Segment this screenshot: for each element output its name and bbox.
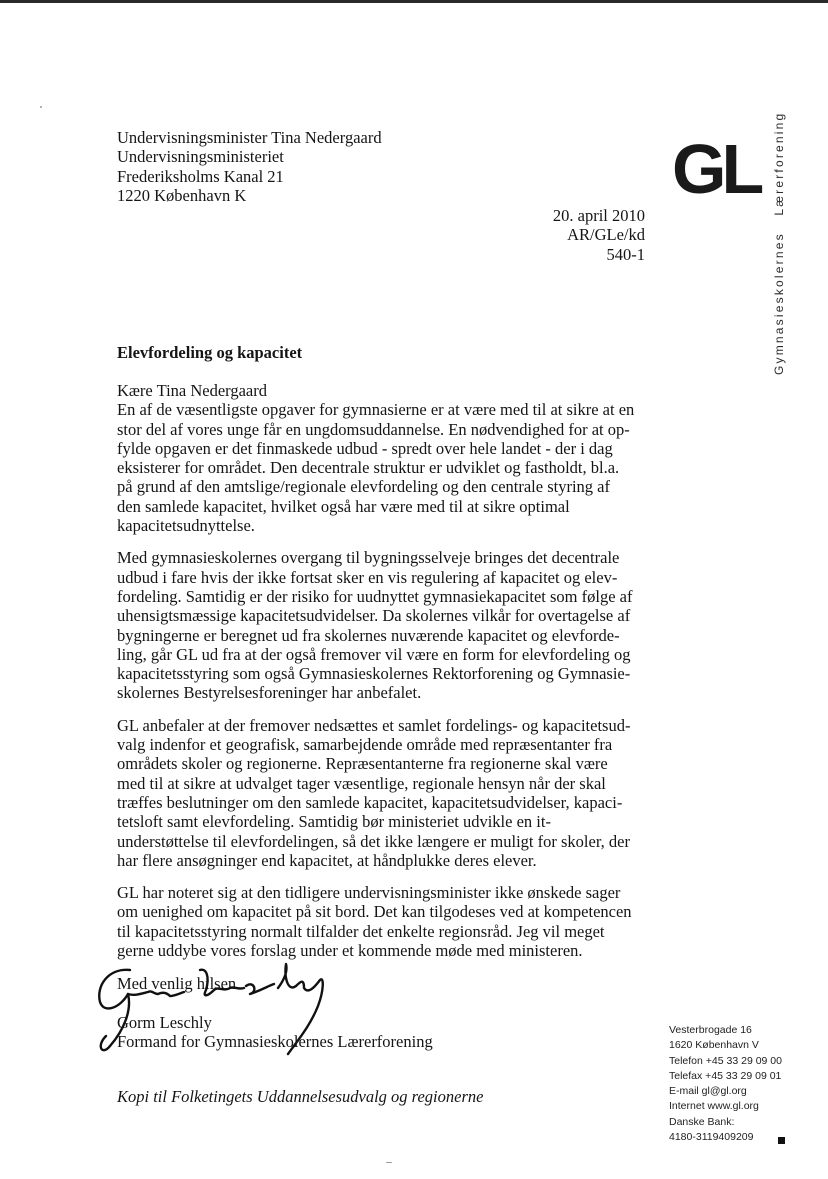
address-line: Telefon +45 33 29 09 00 — [669, 1054, 782, 1067]
recipient-line: Undervisningsministeriet — [117, 147, 284, 167]
recipient-line: Undervisningsminister Tina Nedergaard — [117, 128, 382, 147]
paragraph-line: En af de væsentligste opgaver for gymnasierne er at være med til at sikre at en — [117, 400, 635, 420]
org-name-part2: Lærerforening — [772, 111, 786, 216]
paragraph-line: har flere ansøgninger end kapacitet, at håndplukke deres elever. — [117, 850, 537, 870]
paragraph — [117, 716, 657, 870]
square-bullet — [778, 1137, 785, 1144]
address-line: Danske Bank: — [669, 1115, 735, 1128]
paragraph-line: med til at sikre at udvalget tager væsentlige, regionale hensyn når der skal — [117, 773, 606, 793]
address-line: Telefax +45 33 29 09 01 — [669, 1069, 782, 1082]
address-block — [669, 1023, 782, 1145]
paragraph-line: understøttelse til elevfordelingen, så det ikke længere er muligt for skoler, der — [117, 831, 630, 851]
paragraph-line: fordeling. Samtidig er der risiko for uudnyttet gymnasiekapacitet som følge af — [117, 586, 633, 606]
letter-reference: AR/GLe/kd — [567, 225, 645, 245]
paragraph-line: områdets skoler og regionerne. Repræsentanterne fra regionerne skal være — [117, 754, 608, 774]
signer-title: Formand for Gymnasieskolernes Lærerforening — [117, 1032, 433, 1052]
paragraph-line: på grund af den amtslige/regionale elevfordeling og den centrale styring af — [117, 477, 610, 497]
paragraph-line: ling, går GL ud fra at der også fremover vil være en form for elevfordeling og — [117, 644, 631, 664]
paragraph-line: udbud i fare hvis der ikke fortsat sker en vis regulering af kapacitet og elev- — [117, 567, 618, 587]
scan-border — [0, 0, 828, 3]
address-line: 1620 København V — [669, 1039, 759, 1052]
signer-name: Gorm Leschly — [117, 1013, 212, 1032]
paragraph-line: bygningerne er beregnet ud fra skolernes nuværende kapacitet og elevforde- — [117, 625, 620, 645]
signature-block — [117, 1013, 433, 1052]
salutation: Kære Tina Nedergaard — [117, 381, 267, 400]
paragraph-line: gerne uddybe vores forslag under et kommende møde med ministeren. — [117, 941, 583, 961]
letter-body — [117, 381, 657, 994]
recipient-line: Frederiksholms Kanal 21 — [117, 166, 284, 186]
paragraph-line: fylde opgaven er det finmaskede udbud - spredt over hele landet - der i dag — [117, 438, 613, 458]
paragraph — [117, 883, 657, 960]
copy-recipients: Kopi til Folketingets Uddannelsesudvalg og regionerne — [117, 1087, 484, 1106]
letter-subject: Elevfordeling og kapacitet — [117, 343, 303, 362]
organization-vertical-text — [772, 112, 786, 375]
paragraph-line: valg indenfor et geografisk, samarbejdende område med repræsentanter fra — [117, 735, 613, 755]
scan-speck — [40, 106, 42, 108]
recipient-address — [117, 128, 382, 205]
paragraph-line: til kapacitetsstyring normalt tilfalder det enkelte regionsråd. Jeg vil meget — [117, 921, 605, 941]
paragraph — [117, 400, 657, 535]
paragraph-line: GL har noteret sig at den tidligere undervisningsminister ikke ønskede sager — [117, 883, 621, 903]
paragraph-line: eksisterer for området. Den decentrale struktur er udviklet og fastholdt, bl.a. — [117, 458, 620, 478]
paragraph-line: kapacitetsstyring som også Gymnasieskolernes Rektorforening og Gymnasie- — [117, 664, 631, 684]
paragraph-line: GL anbefaler at der fremover nedsættes et samlet fordelings- og kapacitetsud- — [117, 715, 631, 735]
paragraph-line: skolernes Bestyrelsesforeninger har anbefalet. — [117, 683, 422, 703]
paragraph-line: om uenighed om kapacitet på sit bord. Det kan tilgodeses ved at kompetencen — [117, 902, 632, 922]
address-line: 4180-3119409209 — [669, 1131, 754, 1144]
closing-phrase: Med venlig hilsen — [117, 974, 237, 994]
paragraph-line: tetsloft samt elevfordeling. Samtidig bør ministeriet udvikle en it- — [117, 812, 551, 832]
scan-speck — [386, 1162, 392, 1163]
address-line: Vesterbrogade 16 — [669, 1024, 752, 1036]
case-number: 540-1 — [606, 244, 645, 264]
gl-logo — [672, 132, 772, 212]
address-line: E-mail gl@gl.org — [669, 1085, 747, 1098]
paragraph-line: Med gymnasieskolernes overgang til bygningsselveje bringes det decentrale — [117, 548, 620, 568]
paragraph-line: stor del af vores unge får en ungdomsuddannelse. En nødvendighed for at op- — [117, 419, 630, 439]
paragraph-line: den samlede kapacitet, hvilket også har være med til at sikre optimal — [117, 496, 570, 516]
org-name-part1: Gymnasieskolernes — [772, 232, 786, 375]
paragraph-line: uhensigtsmæssige kapacitetsudvidelser. Da skolernes vilkår for overtagelse af — [117, 606, 631, 626]
paragraph — [117, 548, 657, 702]
paragraph-line: træffes beslutninger om den samlede kapacitet, kapacitetsudvidelser, kapaci- — [117, 792, 623, 812]
recipient-line: 1220 København K — [117, 185, 247, 205]
address-line: Internet www.gl.org — [669, 1100, 759, 1113]
paragraph-line: kapacitetsudnyttelse. — [117, 516, 255, 536]
letter-meta — [553, 206, 645, 264]
logo-letters: GL — [672, 130, 760, 208]
letter-date: 20. april 2010 — [552, 206, 645, 225]
